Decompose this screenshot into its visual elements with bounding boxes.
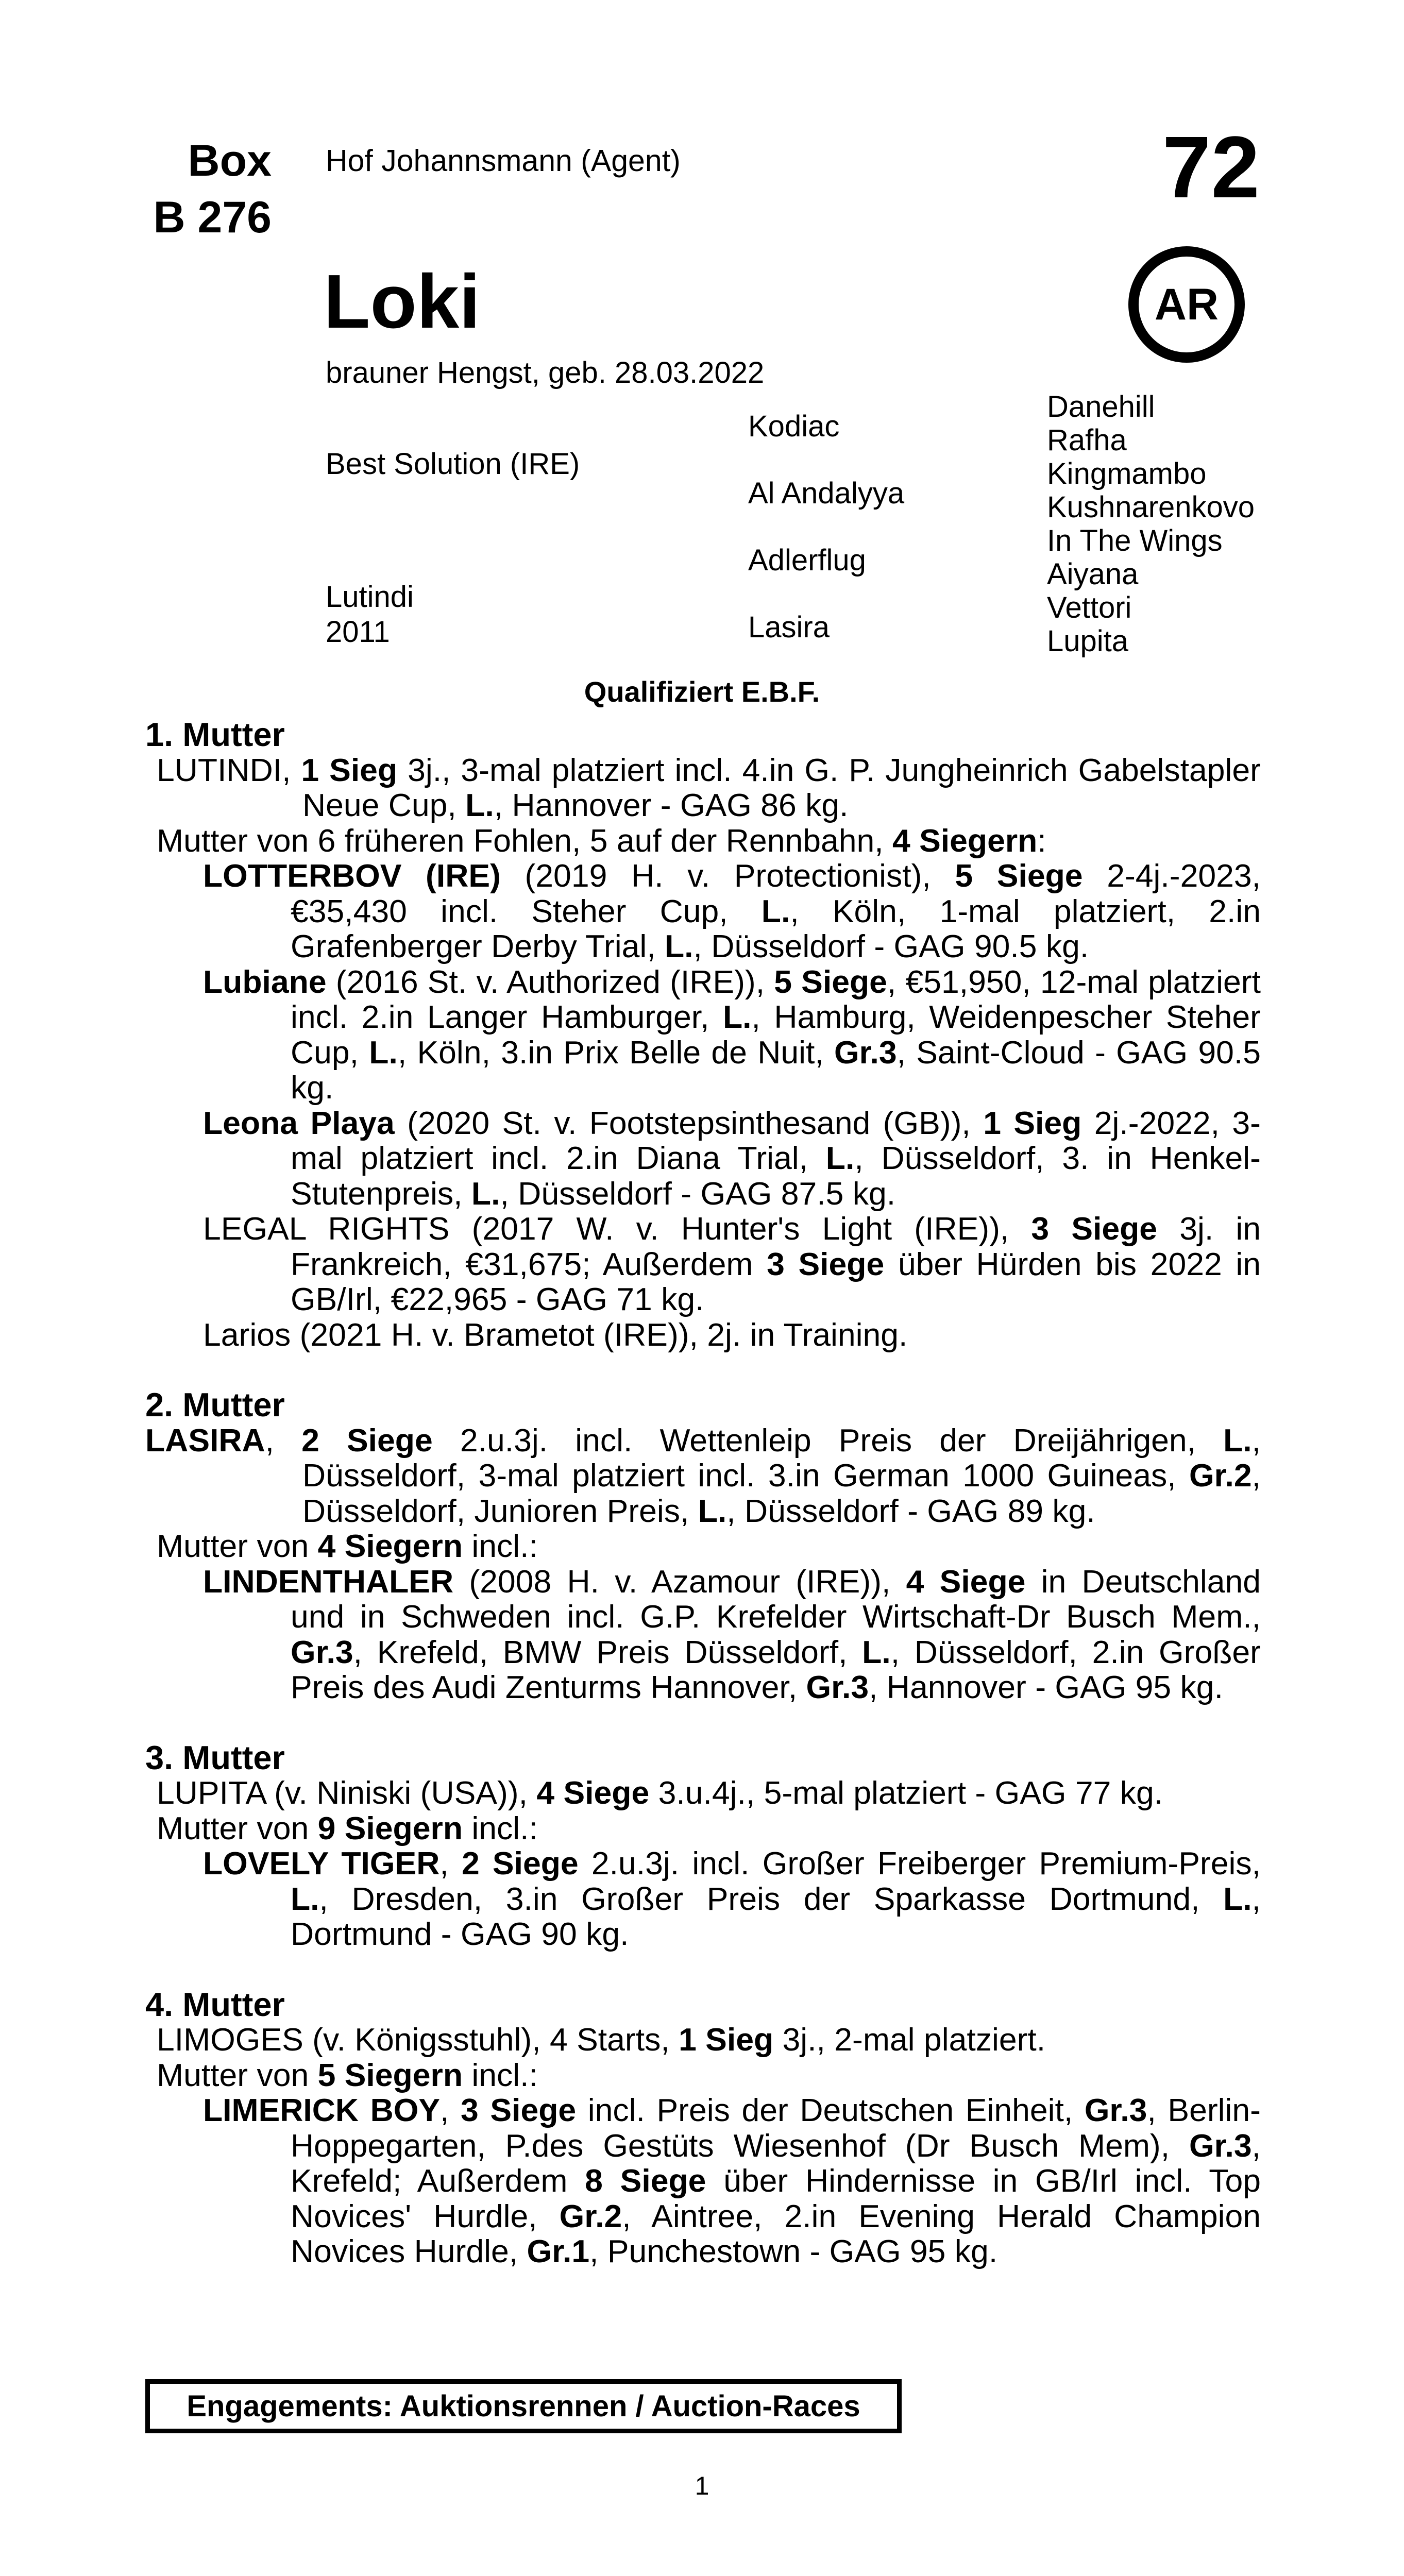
engagements-text: Engagements: Auktionsrennen / Auction-Races (187, 2389, 860, 2423)
ar-badge-text: AR (1154, 279, 1219, 329)
section-4 (145, 1987, 1261, 2269)
pedigree-grandparent: Lasira (748, 611, 830, 644)
pedigree-dam-year: 2011 (326, 615, 390, 649)
agent-name: Hof Johannsmann (Agent) (326, 144, 681, 178)
mother-of-line: Mutter von 9 Siegern incl.: (157, 1810, 538, 1846)
pedigree-great-grandparent: Kingmambo (1047, 457, 1207, 490)
pedigree-grandparent: Kodiac (748, 410, 840, 443)
box-label: Box (188, 136, 272, 185)
offspring-entry: LEGAL RIGHTS (2017 W. v. Hunter's Light (IRE)), 3 Siege 3j. in Frankreich, €31,675; Außerdem 3 Siege über Hürden bis 2022 in GB/Irl, €22,965 - GAG 71 kg. (203, 1211, 1261, 1317)
section-1 (145, 717, 1261, 1352)
dam-record: LIMOGES (v. Königsstuhl), 4 Starts, 1 Sieg 3j., 2-mal platziert. (157, 2022, 1046, 2058)
offspring-entry: LIMERICK BOY, 3 Siege incl. Preis der Deutschen Einheit, Gr.3, Berlin-Hoppegarten, P.des Gestüts Wiesenhof (Dr Busch Mem), Gr.3, Krefeld; Außerdem 8 Siege über Hindernisse in GB/Irl incl. Top Novices' Hurdle, Gr.2, Aintree, 2.in Evening Herald Champion Novices Hurdle, Gr.1, Punchestown - GAG 95 kg. (203, 2092, 1261, 2269)
dam-record: LUTINDI, 1 Sieg 3j., 3-mal platziert incl. 4.in G. P. Jungheinrich Gabelstapler Neue Cup, L., Hannover - GAG 86 kg. (157, 752, 1261, 823)
mother-of-line: Mutter von 6 früheren Fohlen, 5 auf der Rennbahn, 4 Siegern: (157, 822, 1046, 859)
offspring-entry: LOVELY TIGER, 2 Siege 2.u.3j. incl. Großer Freiberger Premium-Preis, L., Dresden, 3.in Großer Preis der Sparkasse Dortmund, L., Dortmund - GAG 90 kg. (203, 1845, 1261, 1952)
offspring-entry: LINDENTHALER (2008 H. v. Azamour (IRE)), 4 Siege in Deutschland und in Schweden incl. G.P. Krefelder Wirtschaft-Dr Busch Mem., Gr.3, Krefeld, BMW Preis Düsseldorf, L., Düsseldorf, 2.in Großer Preis des Audi Zenturms Hannover, Gr.3, Hannover - GAG 95 kg. (203, 1563, 1261, 1705)
section-title: 2. Mutter (145, 1386, 285, 1423)
pedigree-great-grandparent: Vettori (1047, 591, 1132, 624)
pedigree-sire: Best Solution (IRE) (326, 447, 580, 481)
qualification: Qualifiziert E.B.F. (584, 675, 820, 708)
pedigree-great-grandparent: Danehill (1047, 390, 1155, 423)
pedigree-great-grandparent: In The Wings (1047, 524, 1223, 557)
section-title: 1. Mutter (145, 716, 285, 753)
pedigree-great-grandparent: Lupita (1047, 624, 1129, 658)
engagements-box (145, 2379, 902, 2433)
ar-badge (1128, 246, 1245, 363)
dam-record: LASIRA, 2 Siege 2.u.3j. incl. Wettenleip Preis der Dreijährigen, L., Düsseldorf, 3-mal platziert incl. 3.in German 1000 Guineas, Gr.2, Düsseldorf, Junioren Preis, L., Düsseldorf - GAG 89 kg. (145, 1422, 1261, 1529)
pedigree-grandparent: Al Andalyya (748, 477, 905, 510)
pedigree-great-grandparent: Rafha (1047, 423, 1127, 457)
offspring-entry: Larios (2021 H. v. Brametot (IRE)), 2j. in Training. (203, 1316, 908, 1353)
mother-of-line: Mutter von 4 Siegern incl.: (157, 1528, 538, 1564)
section-title: 3. Mutter (145, 1738, 285, 1776)
mother-of-line: Mutter von 5 Siegern incl.: (157, 2057, 538, 2093)
offspring-entry: Lubiane (2016 St. v. Authorized (IRE)), 5 Siege, €51,950, 12-mal platziert incl. 2.in Langer Hamburger, L., Hamburg, Weidenpescher Steher Cup, L., Köln, 3.in Prix Belle de Nuit, Gr.3, Saint-Cloud - GAG 90.5 kg. (203, 963, 1261, 1106)
family-sections (145, 717, 1261, 2269)
horse-description: brauner Hengst, geb. 28.03.2022 (326, 356, 765, 389)
offspring-entry: LOTTERBOV (IRE) (2019 H. v. Protectionist), 5 Siege 2-4j.-2023, €35,430 incl. Steher Cup, L., Köln, 1-mal platziert, 2.in Grafenberger Derby Trial, L., Düsseldorf - GAG 90.5 kg. (203, 858, 1261, 964)
pedigree-great-grandparent: Kushnarenkovo (1047, 490, 1255, 524)
pedigree-great-grandparent: Aiyana (1047, 557, 1139, 591)
section-2 (145, 1387, 1261, 1705)
offspring-entry: Leona Playa (2020 St. v. Footstepsinthesand (GB)), 1 Sieg 2j.-2022, 3-mal platziert incl. 2.in Diana Trial, L., Düsseldorf, 3. in Henkel-Stutenpreis, L., Düsseldorf - GAG 87.5 kg. (203, 1105, 1261, 1212)
box-number: B 276 (153, 193, 272, 242)
section-3 (145, 1740, 1261, 1952)
pedigree-grandparent: Adlerflug (748, 544, 866, 577)
lot-number: 72 (1162, 118, 1260, 216)
dam-record: LUPITA (v. Niniski (USA)), 4 Siege 3.u.4j., 5-mal platziert - GAG 77 kg. (157, 1775, 1163, 1811)
page-number: 1 (695, 2471, 709, 2500)
horse-name: Loki (324, 259, 481, 344)
pedigree-dam: Lutindi (326, 580, 414, 614)
section-title: 4. Mutter (145, 1985, 285, 2023)
